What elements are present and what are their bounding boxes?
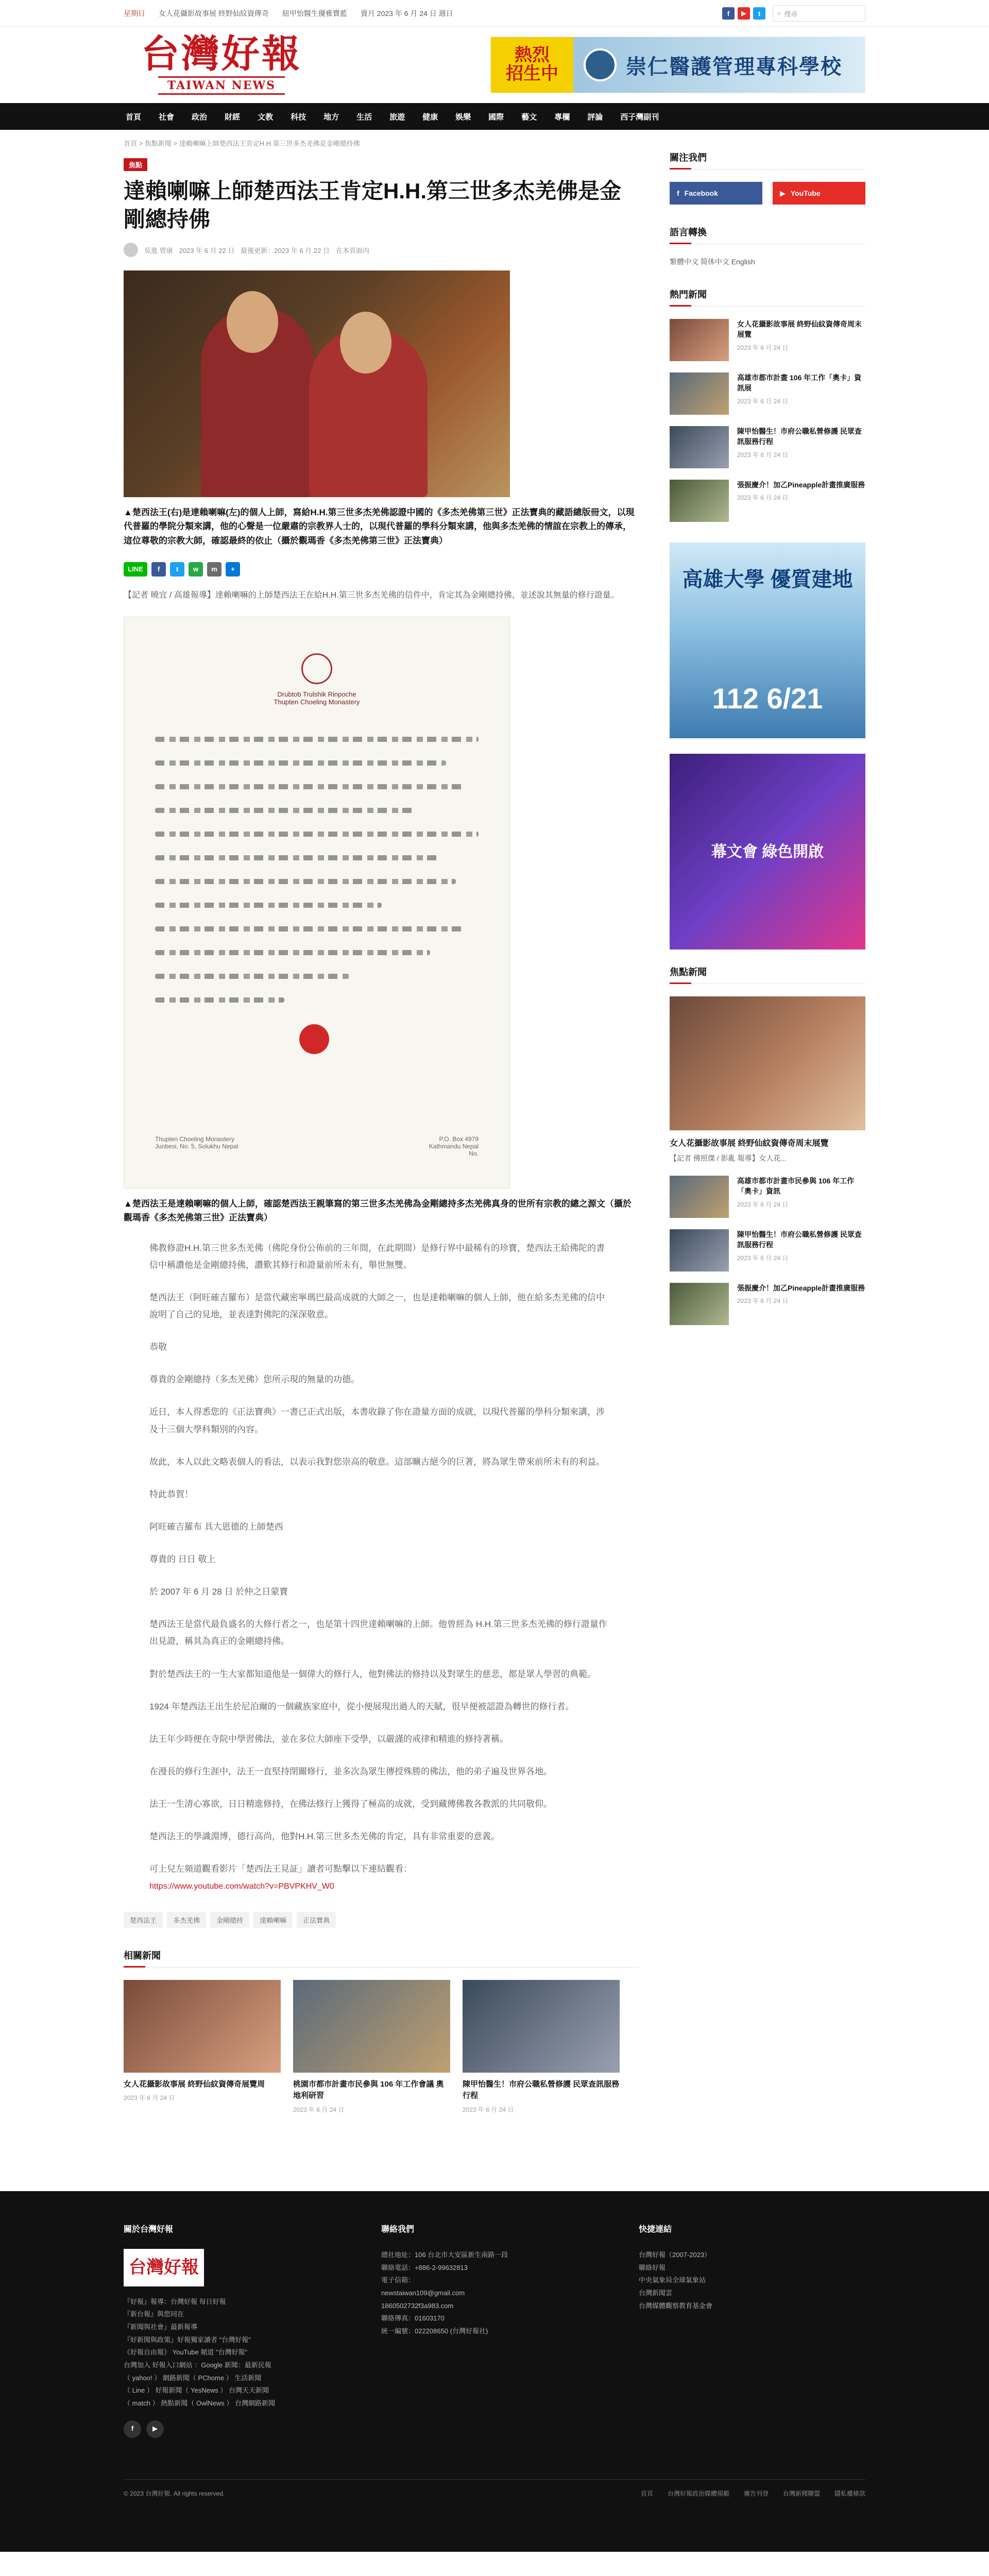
- nav-item[interactable]: 首頁: [126, 112, 142, 122]
- footer-about-title: 關於台灣好報: [124, 2225, 174, 2234]
- more-share-icon[interactable]: +: [226, 562, 240, 577]
- footer-link[interactable]: 中央氣象局全球氣象站: [639, 2276, 706, 2284]
- youtube-label: YouTube: [790, 189, 821, 197]
- top-bar: [0, 0, 989, 27]
- nav-item[interactable]: 旅遊: [389, 112, 405, 122]
- nav-item[interactable]: 地方: [323, 112, 339, 122]
- ticker-item[interactable]: 賣月 2023 年 6 月 24 日 週日: [360, 9, 453, 18]
- tag-link[interactable]: 達賴喇嘛: [253, 1912, 293, 1928]
- article-paragraph: 恭敬: [149, 1342, 167, 1352]
- footer-bottom-link[interactable]: 廣告刊登: [743, 2489, 769, 2497]
- popular-title: 熱門新聞: [670, 287, 865, 307]
- ad-school-name: 崇仁醫護管理專科學校: [626, 55, 842, 78]
- article-paragraph: 阿旺確吉羅布 具大恩德的上師楚西: [149, 1521, 283, 1532]
- footer-youtube-icon[interactable]: ▶: [146, 2420, 164, 2438]
- facebook-icon: f: [677, 189, 679, 197]
- updated-date: 最後更新：2023 年 6 月 22 日: [241, 246, 330, 255]
- site-header: [124, 27, 865, 103]
- facebook-icon[interactable]: f: [722, 7, 735, 20]
- search-input[interactable]: 搜尋: [784, 10, 798, 18]
- article-paragraph: 楚西法王的學識淵博，德行高尚，他對H.H.第三世多杰羌佛的肯定，具有非常重要的意義。: [149, 1832, 500, 1842]
- sidebar-news-date: 2023 年 6 月 24 日: [737, 1254, 789, 1262]
- sidebar: [670, 130, 865, 2171]
- youtube-icon[interactable]: ▶: [738, 7, 750, 20]
- sidebar-news-item[interactable]: [670, 1229, 865, 1272]
- sidebar-ad-event[interactable]: [670, 754, 865, 950]
- article-paragraph: 在漫長的修行生涯中，法王一直堅持閉關修行，並多次為眾生傳授殊勝的佛法，他的弟子遍及世界各地。: [149, 1767, 552, 1777]
- footer-contact-text: 總社地址：106 台北市大安區新生南路一段 聯絡電話：+886-2-99632813 電子信箱： newstaiwan109@gmail.com 1860502732f3a983.com 聯絡傳真：01603170 統一編號：022208650 (台灣好報社): [381, 2251, 508, 2335]
- photo-caption-1: ▲楚西法王(右)是達賴喇嘛(左)的個人上師，寫給H.H.第三世多杰羌佛認證中國的《多杰羌佛第三世》正法寶典的藏語總版冊文，以現代普羅的學院分類來講，他的心聲是一位嚴肅的宗教界人士的，以現代普羅的學科分類來講，他與多杰羌佛的情誼在宗教上的傳承，這位尊敬的宗教大師，確認最終的依止（攝於觀瑪香《多杰羌佛第三世》正法寶典）: [124, 507, 635, 546]
- related-headline: 桃園市都市計畫市民參與 106 年工作會議 奧地利研習: [293, 2079, 444, 2100]
- footer-links-title: 快捷連結: [639, 2225, 672, 2234]
- top-social: [722, 7, 765, 20]
- sidebar-news-title: 高雄市都市計畫市民參與 106 年工作「奧卡」資訊: [737, 1177, 855, 1196]
- comments-link[interactable]: 在本頁面內: [335, 246, 369, 255]
- article-paragraph: 特此恭賀！: [149, 1489, 193, 1499]
- sidebar-news-item[interactable]: [670, 372, 865, 415]
- author-name[interactable]: 吳進 曾康: [144, 246, 173, 255]
- red-seal-icon: [299, 1024, 329, 1054]
- footer-about-text: 『好報』報導：台灣好報 每日好報 『新台報』與您同在 『新聞與社會』最新報導 『好新聞與政策』好報獨家讀者 "台灣好報" 《好報自由報》 YouTube 頻道 "台灣好報" 台灣加入 好報入口網站 ：Google 新聞：最新民報 （ yahoo! ） 網路新聞（ PChome ） 生活新聞 （ Line ） 好報新聞（ YesNews ） 台灣天天新聞 （ match ） 熱點新聞（ OwlNews ） 台灣網路新聞: [124, 2297, 275, 2408]
- nav-item[interactable]: 藝文: [521, 112, 537, 122]
- footer-facebook-icon[interactable]: f: [124, 2420, 141, 2438]
- sidebar-news-date: 2023 年 6 月 24 日: [737, 397, 789, 405]
- tag-link[interactable]: 多杰羌佛: [167, 1912, 206, 1928]
- top-date: 星期日: [124, 9, 145, 18]
- photo-caption-2: ▲楚西法王是達賴喇嘛的個人上師，確認楚西法王親筆寫的第三世多杰羌佛為金剛總持多杰羌佛真身的世所有宗教的總之源文（攝於觀瑪香《多杰羌佛第三世》正法寶典）: [124, 1199, 632, 1223]
- top-news-ticker: [159, 8, 722, 19]
- nav-item[interactable]: 評論: [587, 112, 603, 122]
- letter-footer-left: Thupten Choeling Monastery Junbesi, No. 5, Solukhu Nepal: [155, 1136, 238, 1150]
- nav-item[interactable]: 文教: [258, 112, 274, 122]
- facebook-label: Facebook: [684, 189, 719, 197]
- nav-item[interactable]: 國際: [488, 112, 504, 122]
- main-nav: [0, 103, 989, 130]
- footer-bottom-link[interactable]: 首頁: [640, 2489, 653, 2497]
- nav-item[interactable]: 生活: [356, 112, 372, 122]
- sidebar-news-item[interactable]: [670, 1176, 865, 1218]
- letter-image: [124, 617, 510, 1189]
- twitter-share-icon[interactable]: t: [170, 562, 184, 577]
- nav-item[interactable]: 專欄: [554, 112, 570, 122]
- sidebar-news-thumbnail: [670, 426, 729, 468]
- letter-footer-right: P.O. Box 4979 Kathmandu Nepal No.: [429, 1136, 479, 1158]
- line-share-icon[interactable]: LINE: [124, 562, 147, 577]
- sidebar-news-thumbnail: [670, 372, 729, 415]
- copyright: © 2023 台灣好報. All rights reserved.: [124, 2489, 225, 2497]
- facebook-share-icon[interactable]: f: [151, 562, 166, 577]
- article-paragraph: 對於楚西法王的一生大家都知道他是一個偉大的修行人，他對佛法的修持以及對眾生的慈悲，都是眾人學習的典範。: [149, 1669, 596, 1679]
- share-buttons: [124, 562, 639, 577]
- search-box[interactable]: [773, 5, 865, 22]
- sidebar-news-date: 2023 年 6 月 24 日: [737, 451, 789, 459]
- article-body: [124, 1240, 639, 1878]
- related-thumbnail: [124, 1980, 281, 2073]
- site-logo[interactable]: [124, 30, 319, 100]
- sidebar-news-thumbnail: [670, 1176, 729, 1218]
- article-paragraph: 法王年少時便在寺院中學習佛法，並在多位大師座下受學，以嚴謹的戒律和精進的修持著稱。: [149, 1734, 508, 1744]
- footer-link[interactable]: 台灣媒體觀察教育基金會: [639, 2301, 713, 2310]
- related-date: 2023 年 6 月 24 日: [463, 2106, 514, 2113]
- sidebar-news-title: 張振慶介！加乙Pineapple計畫推廣服務: [737, 481, 865, 489]
- nav-item[interactable]: 健康: [422, 112, 438, 122]
- footer-logo[interactable]: 台灣好報: [124, 2249, 204, 2286]
- site-footer: [0, 2191, 989, 2552]
- sidebar-news-item[interactable]: [670, 426, 865, 468]
- breadcrumb[interactable]: 首頁 > 焦點新聞 > 達賴喇嘛上師楚西法王肯定H.H.第三世多杰羌佛是金剛總持佛: [124, 140, 360, 147]
- email-share-icon[interactable]: m: [207, 562, 221, 577]
- logo-chinese: 台灣好報: [141, 32, 302, 76]
- sidebar-news-title: 陳甲怡醫生！市府公職私營修護 民眾查訊服務行程: [737, 427, 862, 446]
- header-ad-banner[interactable]: [490, 37, 865, 93]
- ad2-title: 幕文會 綠色開啟: [711, 843, 824, 860]
- monastery-emblem-icon: [301, 653, 332, 684]
- facebook-follow-button[interactable]: [670, 182, 762, 205]
- related-date: 2023 年 6 月 24 日: [124, 2094, 175, 2102]
- sidebar-news-item[interactable]: [670, 1283, 865, 1325]
- featured-summary: 【記者 佛照傑 / 影亂 報導】女人花...: [670, 1154, 787, 1162]
- featured-caption[interactable]: 女人花攝影故事展 終野仙紋資傳奇周末展覽: [670, 1139, 829, 1148]
- sidebar-news-thumbnail: [670, 1283, 729, 1325]
- language-switcher[interactable]: 繁體中文 简体中文 English: [670, 258, 755, 266]
- footer-bottom-link[interactable]: 台灣新聞聯盟: [782, 2489, 820, 2497]
- article-main: [124, 130, 639, 2171]
- sidebar-news-title: 女人花攝影故事展 終野仙紋資傳奇周末展覽: [737, 320, 862, 339]
- school-seal-icon: [584, 48, 617, 81]
- sidebar-news-thumbnail: [670, 319, 729, 361]
- author-avatar: [124, 243, 138, 257]
- footer-bottom-link[interactable]: 台灣好報政治媒體規範: [667, 2489, 729, 2497]
- featured-image[interactable]: [670, 996, 865, 1130]
- sidebar-news-date: 2023 年 6 月 24 日: [737, 1297, 789, 1305]
- article-paragraph: 佛教修證H.H.第三世多杰羌佛（佛陀身份公佈前的三年間，在此期間）是修行界中最稀有的珍寶，楚西法王給佛陀的書信中稱讚他是金剛總持佛，讚歎其修行和證量前所未有，舉世無雙。: [149, 1243, 605, 1270]
- related-headline: 陳甲怡醫生！市府公職私營修護 民眾查訊服務行程: [463, 2079, 620, 2100]
- nav-item[interactable]: 科技: [291, 112, 306, 122]
- related-date: 2023 年 6 月 24 日: [293, 2106, 345, 2113]
- nav-item[interactable]: 娛樂: [455, 112, 471, 122]
- search-icon: ⌕: [777, 9, 781, 17]
- follow-title: 關注我們: [670, 150, 865, 170]
- ad1-date: 112 6/21: [712, 682, 823, 715]
- footer-link[interactable]: 台灣好報（2007-2023）: [639, 2251, 711, 2259]
- article-title: 達賴喇嘛上師楚西法王肯定H.H.第三世多杰羌佛是金剛總持佛: [124, 179, 622, 231]
- footer-contact-title: 聯絡我們: [381, 2225, 415, 2234]
- article-meta: [124, 243, 639, 257]
- related-thumbnail: [293, 1980, 450, 2073]
- youtube-icon: ▶: [780, 189, 786, 197]
- sidebar-news-item[interactable]: [670, 480, 865, 522]
- article-paragraph: 楚西法王（阿旺確吉羅布）是當代藏密寧瑪巴最高成就的大師之一，也是達賴喇嘛的個人上師，他在給多杰羌佛的信中說明了自己的見地，並表達對佛陀的深深敬意。: [149, 1292, 605, 1319]
- publish-date: 2023 年 6 月 22 日: [179, 246, 235, 255]
- ticker-item[interactable]: 紐甲怡醫生優雅寶藍: [282, 9, 347, 18]
- ticker-item[interactable]: 女人花攝影故事展 終野仙紋資傳奇: [159, 9, 269, 18]
- sidebar-news-date: 2023 年 6 月 24 日: [737, 344, 789, 351]
- twitter-icon[interactable]: t: [753, 7, 765, 20]
- related-news: [124, 1980, 639, 2114]
- letter-heading: Drubtob Trulshik Rinpoche Thupten Choeling Monastery: [274, 690, 360, 706]
- tag-link[interactable]: 正法寶典: [297, 1912, 336, 1928]
- sidebar-news-item[interactable]: [670, 319, 865, 361]
- youtube-follow-button[interactable]: [773, 182, 865, 205]
- article-lede: 【記者 曉宜 / 高雄報導】達賴喇嘛的上師楚西法王在給H.H.第三世多杰羌佛的信件中，肯定其為金剛總持佛，並述說其無量的修行證量。: [124, 590, 619, 600]
- related-headline: 女人花攝影故事展 終野仙紋資傳奇展覽周: [124, 2079, 265, 2089]
- nav-item[interactable]: 政治: [192, 112, 208, 122]
- article-paragraph: 尊貴的 日日 敬上: [149, 1554, 216, 1565]
- related-card[interactable]: [293, 1980, 450, 2114]
- nav-item[interactable]: 財經: [225, 112, 241, 122]
- article-paragraph: 可上兒左頻道觀看影片「楚西法王見証」讀者可點擊以下連結觀看：: [149, 1864, 412, 1874]
- article-paragraph: 於 2007 年 6 月 28 日 於仲之日蒙寶: [149, 1587, 288, 1597]
- sidebar-news-thumbnail: [670, 480, 729, 522]
- category-badge[interactable]: 焦點: [124, 158, 147, 171]
- sidebar-news-title: 陳甲怡醫生！市府公職私營修護 民眾查訊服務行程: [737, 1230, 862, 1249]
- ad-hot-text: 熱烈 招生中: [506, 45, 558, 83]
- tag-link[interactable]: 楚西法王: [124, 1912, 163, 1928]
- youtube-link[interactable]: https://www.youtube.com/watch?v=PBVPKHV_W0: [149, 1882, 334, 1891]
- article-paragraph: 1924 年楚西法王出生於尼泊爾的一個藏族家庭中，從小便展現出過人的天賦，很早便被認證為轉世的修行者。: [149, 1701, 574, 1711]
- article-paragraph: 故此，本人以此文略表個人的看法，以表示我對您崇高的敬意。這部曠古絕今的巨著，將為眾生帶來前所未有的利益。: [149, 1456, 605, 1467]
- ad1-title: 高雄大學 優質建地: [682, 568, 853, 591]
- sidebar-news-thumbnail: [670, 1229, 729, 1272]
- article-paragraph: 尊貴的金剛總持（多杰羌佛）您所示現的無量的功德。: [149, 1375, 360, 1385]
- related-card[interactable]: [463, 1980, 620, 2114]
- sidebar-news-title: 張振慶介！加乙Pineapple計畫推廣服務: [737, 1284, 865, 1292]
- footer-link[interactable]: 聯絡好報: [639, 2263, 666, 2272]
- article-paragraph: 法王一生清心寡欲，日日精進修持，在佛法修行上獲得了極高的成就，受到藏傳佛教各教派的共同敬仰。: [149, 1799, 552, 1809]
- sidebar-ad-university[interactable]: [670, 543, 865, 738]
- whatsapp-share-icon[interactable]: w: [189, 562, 203, 577]
- article-tags: [124, 1912, 639, 1928]
- article-paragraph: 楚西法王是當代最負盛名的大修行者之一，也是第十四世達賴喇嘛的上師。他曾經為 H.H.第三世多杰羌佛的修行證量作出見證，稱其為真正的金剛總持佛。: [149, 1619, 607, 1647]
- article-photo-monks: [124, 270, 510, 497]
- related-card[interactable]: [124, 1980, 281, 2114]
- sidebar-news-date: 2023 年 6 月 24 日: [737, 494, 789, 502]
- tag-link[interactable]: 金剛總持: [210, 1912, 249, 1928]
- related-thumbnail: [463, 1980, 620, 2073]
- logo-english: TAIWAN NEWS: [158, 76, 285, 95]
- featured-title: 焦點新聞: [670, 965, 865, 984]
- sidebar-news-title: 高雄市都市計畫 106 年工作「奧卡」資訊展: [737, 374, 862, 393]
- footer-link[interactable]: 台灣新聞雲: [639, 2289, 673, 2297]
- nav-item[interactable]: 社會: [159, 112, 175, 122]
- nav-item[interactable]: 西子灣副刊: [620, 112, 659, 122]
- article-paragraph: 近日，本人得悉您的《正法寶典》一書已正式出版，本書收錄了你在證量方面的成就，以現代普羅的學科分類來講，涉及十三個大學科類別的內容。: [149, 1407, 605, 1434]
- sidebar-news-date: 2023 年 6 月 24 日: [737, 1200, 789, 1208]
- footer-bottom-link[interactable]: 隱私權條款: [834, 2489, 865, 2497]
- translate-title: 語言轉換: [670, 225, 865, 244]
- related-title: 相關新聞: [124, 1948, 639, 1968]
